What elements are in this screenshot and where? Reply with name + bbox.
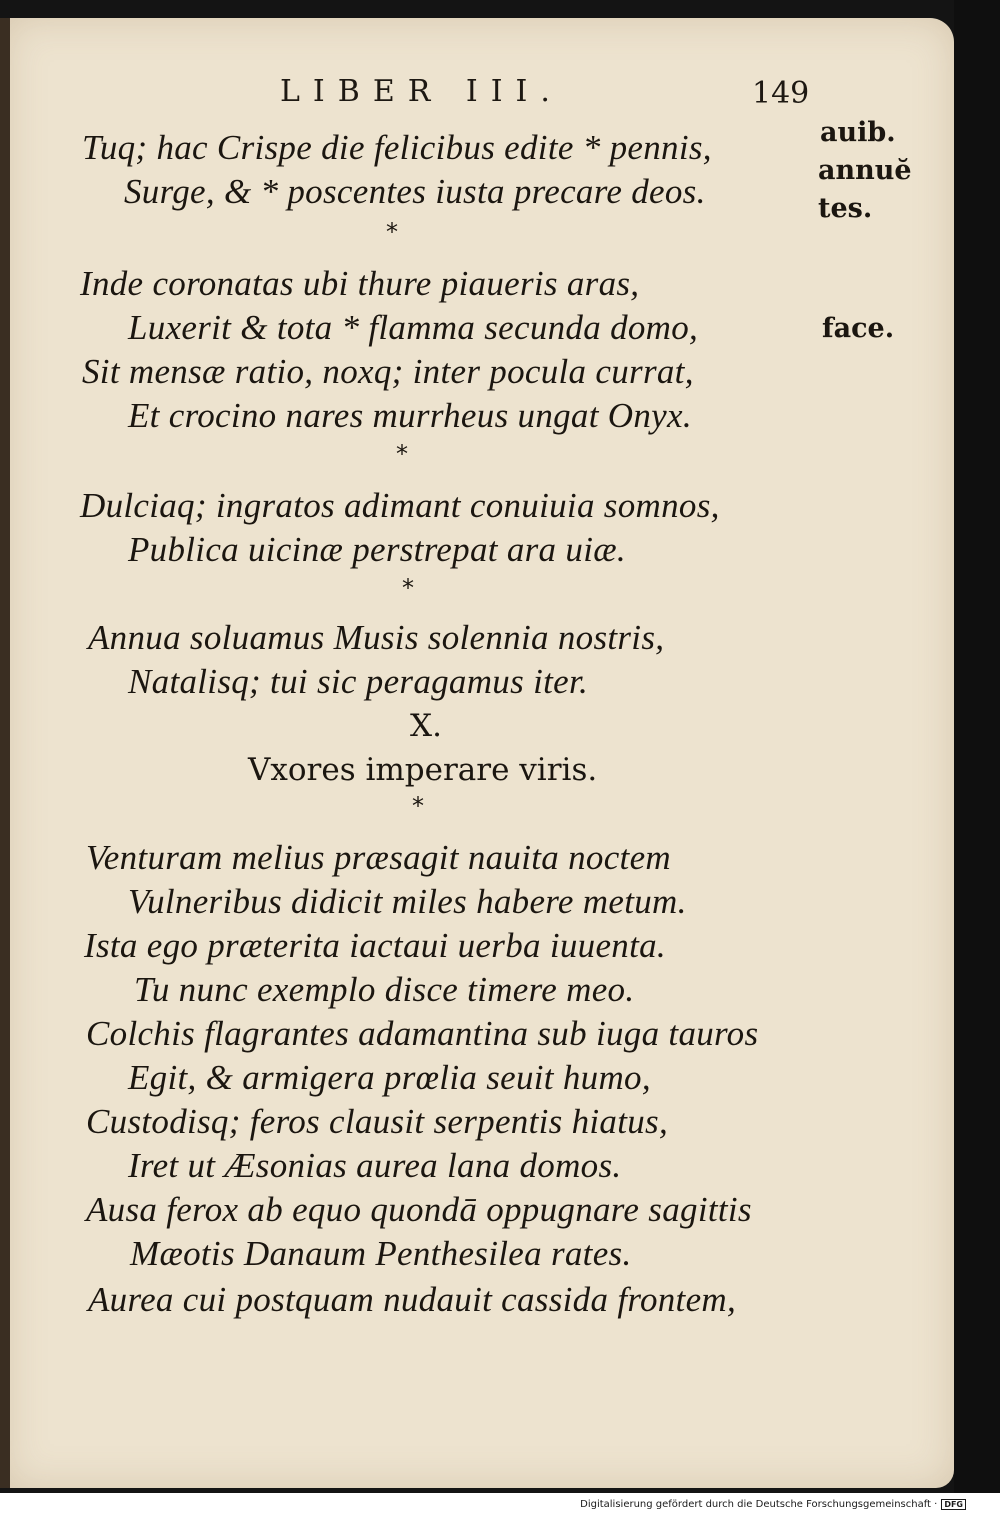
section-asterisk: * <box>402 574 414 602</box>
verse-line: Vulneribus didicit miles habere metum. <box>128 882 687 921</box>
verse-line: Tu nunc exemplo disce timere meo. <box>134 970 635 1009</box>
verse-line: Dulciaq; ingratos adimant conuiuia somnos, <box>80 486 720 525</box>
verse-line: Surge, & * poscentes iusta precare deos. <box>124 172 706 211</box>
verse-line: Sit mensæ ratio, noxq; inter pocula currat, <box>82 352 694 391</box>
verse-line: Annua soluamus Musis solennia nostris, <box>88 618 665 657</box>
verse-line: Inde coronatas ubi thure piaueris aras, <box>80 264 640 303</box>
verse-line: Natalisq; tui sic peragamus iter. <box>128 662 589 701</box>
verse-line: Tuq; hac Crispe die felicibus edite * pennis, <box>82 128 712 167</box>
verse-line: Et crocino nares murrheus ungat Onyx. <box>128 396 692 435</box>
page-number: 149 <box>752 76 810 111</box>
section-number: X. <box>410 708 442 744</box>
verse-line: Custodisq; feros clausit serpentis hiatus, <box>86 1102 669 1141</box>
section-title: Vxores imperare viris. <box>248 752 598 788</box>
dfg-logo: DFG <box>941 1499 966 1510</box>
verse-line: Mæotis Danaum Penthesilea rates. <box>130 1234 632 1273</box>
running-head: LIBER III. <box>280 74 563 109</box>
verse-line: Aurea cui postquam nudauit cassida frontem, <box>88 1280 737 1319</box>
margin-note-auib: auib. <box>820 117 896 148</box>
margin-note-face: face. <box>822 313 895 344</box>
verse-line: Venturam melius præsagit nauita noctem <box>86 838 671 877</box>
book-spine <box>0 18 10 1488</box>
verse-line: Colchis flagrantes adamantina sub iuga tauros <box>86 1014 759 1053</box>
section-asterisk: * <box>412 792 424 820</box>
verse-line: Iret ut Æsonias aurea lana domos. <box>128 1146 622 1185</box>
verse-line: Egit, & armigera prœlia seuit humo, <box>128 1058 651 1097</box>
verse-line: Luxerit & tota * flamma secunda domo, <box>128 308 699 347</box>
page-edge <box>954 0 1000 1493</box>
verse-line: Ausa ferox ab equo quondā oppugnare sagittis <box>86 1190 752 1229</box>
verse-line: Publica uicinæ perstrepat ara uiæ. <box>128 530 626 569</box>
credit-text: Digitalisierung gefördert durch die Deutsche Forschungsgemeinschaft · <box>580 1499 938 1510</box>
digitization-credit <box>580 1499 966 1510</box>
section-asterisk: * <box>386 218 398 246</box>
section-asterisk: * <box>396 440 408 468</box>
verse-line: Ista ego præterita iactaui uerba iuuenta. <box>84 926 666 965</box>
margin-note-annuentes: annuĕtes. <box>818 155 912 224</box>
